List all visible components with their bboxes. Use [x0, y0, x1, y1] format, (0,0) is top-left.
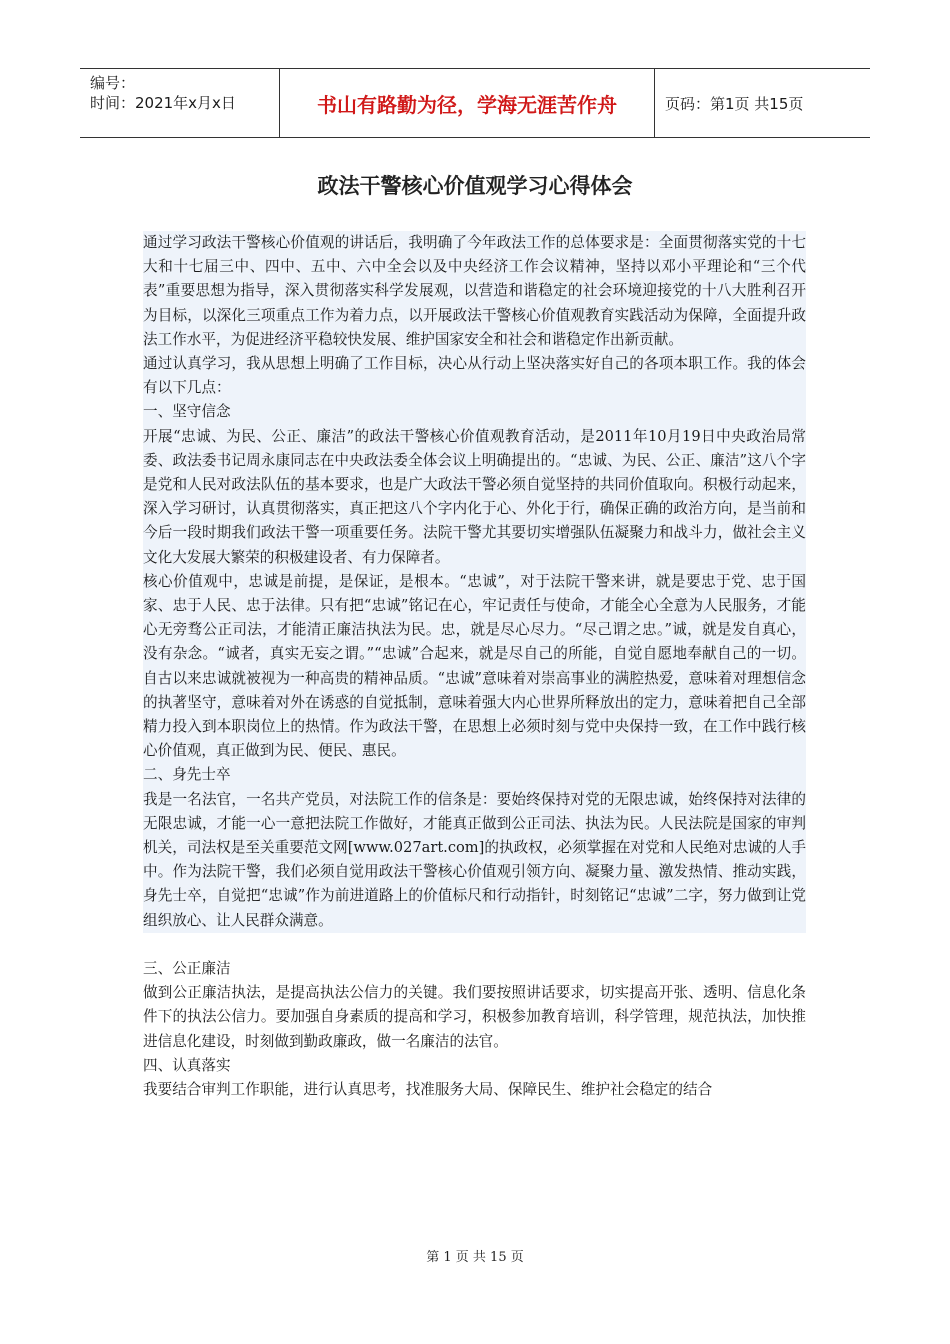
doc-number-label: 编号：	[90, 74, 136, 92]
shaded-section	[143, 231, 806, 933]
paragraph: 做到公正廉洁执法，是提高执法公信力的关键。我们要按照讲话要求，切实提高开张、透明、信息化条件下的执法公信力。要加强自身素质的提高和学习，积极参加教育培训，科学管理，规范执法，加快推进信息化建设，时刻做到勤政廉政，做一名廉洁的法官。	[143, 984, 806, 1050]
paragraph: 核心价值观中，忠诚是前提，是保证，是根本。“忠诚”，对于法院干警来讲，就是要忠于党、忠于国家、忠于人民、忠于法律。只有把“忠诚”铭记在心，牢记责任与使命，才能全心全意为人民服务，才能心无旁骛公正司法，才能清正廉洁执法为民。忠，就是尽心尽力。“尽己谓之忠。”诚，就是发自真心，没有杂念。“诚者，真实无妄之谓。”“忠诚”合起来，就是尽自己的所能，自觉自愿地奉献自己的一切。自古以来忠诚就被视为一种高贵的精神品质。“忠诚”意味着对崇高事业的满腔热爱，意味着对理想信念的执著坚守，意味着对外在诱惑的自觉抵制，意味着强大内心世界所释放出的定力，意味着把自己全部精力投入到本职岗位上的热情。作为政法干警，在思想上必须时刻与党中央保持一致，在工作中践行核心价值观，真正做到为民、便民、惠民。	[143, 572, 806, 760]
header-meta	[80, 69, 280, 137]
page-footer: 第 1 页 共 15 页	[426, 1250, 524, 1265]
section-heading: 三、公正廉洁	[143, 959, 231, 977]
paragraph: 我是一名法官，一名共产党员，对法院工作的信条是：要始终保持对党的无限忠诚，始终保持对法律的无限忠诚，才能一心一意把法院工作做好，才能真正做到公正司法、执法为民。人民法院是国家的审判机关，司法权是至关重要范文网[www.027art.com]的执政权，必须掌握在对党和人民绝对忠诚的人手中。作为法院干警，我们必须自觉用政法干警核心价值观引领方向、凝聚力量、激发热情、推动实践，身先士卒，自觉把“忠诚”作为前进道路上的价值标尺和行动指针，时刻铭记“忠诚”二字，努力做到让党组织放心、让人民群众满意。	[143, 790, 806, 929]
paragraph: 通过学习政法干警核心价值观的讲话后，我明确了今年政法工作的总体要求是：全面贯彻落实党的十七大和十七届三中、四中、五中、六中全会以及中央经济工作会议精神，坚持以邓小平理论和“三个代表”重要思想为指导，深入贯彻落实科学发展观，以营造和谐稳定的社会环境迎接党的十八大胜利召开为目标，以深化三项重点工作为着力点，以开展政法干警核心价值观教育实践活动为保障，全面提升政法工作水平，为促进经济平稳较快发展、维护国家安全和社会和谐稳定作出新贡献。	[143, 234, 806, 348]
page-header	[80, 68, 870, 138]
paragraph: 通过认真学习，我从思想上明确了工作目标，决心从行动上坚决落实好自己的各项本职工作。我的体会有以下几点：	[143, 355, 806, 397]
doc-time-label: 时间：2021年x月x日	[90, 94, 236, 112]
paragraph: 我要结合审判工作职能，进行认真思考，找准服务大局、保障民生、维护社会稳定的结合	[143, 1080, 713, 1098]
section-heading: 一、坚守信念	[143, 403, 231, 421]
section-heading: 二、身先士卒	[143, 766, 231, 784]
document-title: 政法干警核心价值观学习心得体会	[317, 174, 633, 198]
section-heading: 四、认真落实	[143, 1056, 231, 1074]
header-motto: 书山有路勤为径，学海无涯苦作舟	[280, 69, 655, 137]
spacer	[143, 933, 806, 957]
header-page-info: 页码：第1页 共15页	[665, 94, 804, 113]
document-body	[143, 231, 806, 1102]
paragraph: 开展“忠诚、为民、公正、廉洁”的政法干警核心价值观教育活动，是2011年10月19日中央政治局常委、政法委书记周永康同志在中央政法委全体会议上明确提出的。“忠诚、为民、公正、廉洁”这八个字是党和人民对政法队伍的基本要求，也是广大政法干警必须自觉坚持的共同价值取向。积极行动起来，深入学习研讨，认真贯彻落实，真正把这八个字内化于心、外化于行，确保正确的政治方向，是当前和今后一段时期我们政法干警一项重要任务。法院干警尤其要切实增强队伍凝聚力和战斗力，做社会主义文化大发展大繁荣的积极建设者、有力保障者。	[143, 427, 806, 566]
